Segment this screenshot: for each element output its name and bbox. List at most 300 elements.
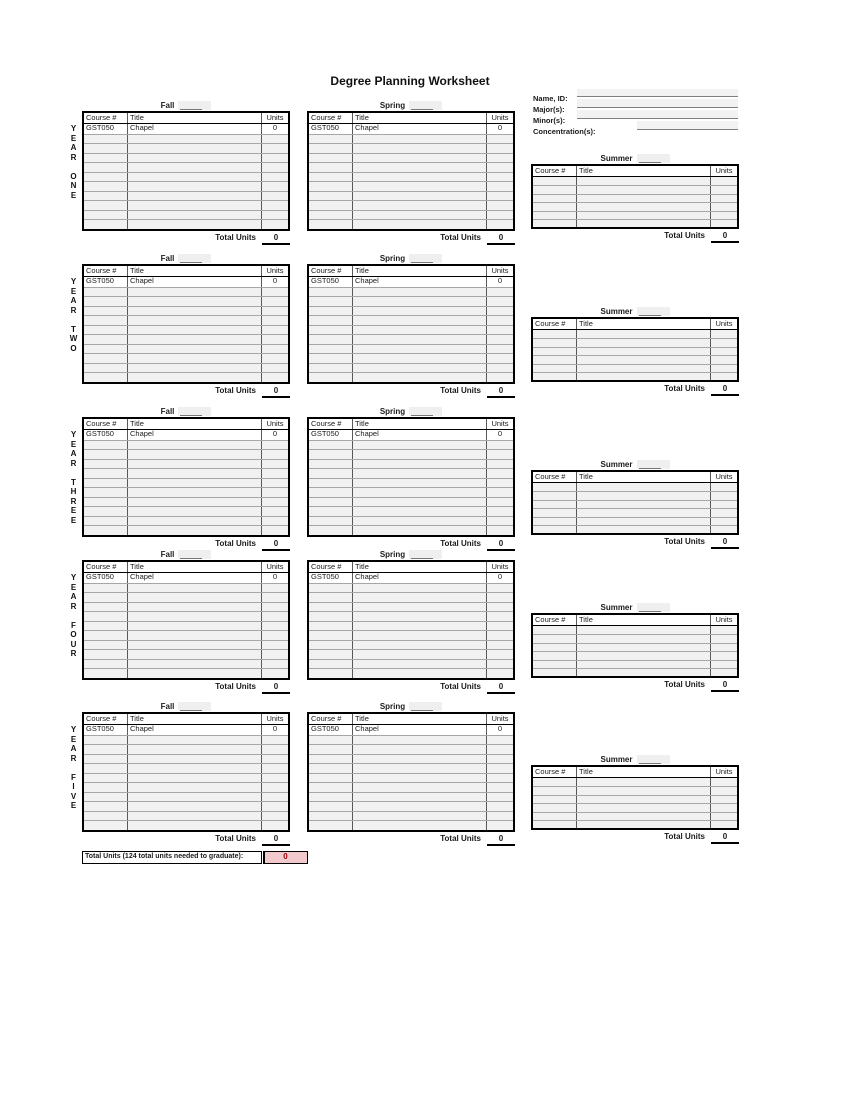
course-number-cell[interactable]: GST050 — [311, 725, 339, 733]
course-units-cell[interactable] — [262, 660, 288, 669]
course-title-cell[interactable] — [576, 669, 711, 676]
course-number-cell[interactable] — [84, 793, 127, 802]
course-title-cell[interactable] — [127, 135, 262, 144]
course-units-cell[interactable] — [487, 326, 513, 335]
course-units-cell[interactable] — [711, 796, 737, 803]
season-term-blank[interactable] — [178, 101, 211, 111]
course-title-cell[interactable] — [352, 163, 487, 172]
course-number-cell[interactable] — [533, 661, 576, 668]
course-number-cell[interactable] — [309, 641, 352, 650]
course-title-cell[interactable] — [576, 348, 711, 355]
course-units-cell[interactable] — [487, 201, 513, 210]
course-title-cell[interactable] — [576, 526, 711, 533]
course-title-cell[interactable] — [127, 316, 262, 325]
course-number-cell[interactable] — [84, 517, 127, 526]
course-title-cell[interactable] — [352, 316, 487, 325]
course-units-cell[interactable] — [262, 135, 288, 144]
course-title-cell[interactable] — [352, 364, 487, 373]
course-number-cell[interactable] — [309, 163, 352, 172]
course-units-cell[interactable] — [262, 793, 288, 802]
course-number-cell[interactable] — [533, 778, 576, 786]
course-title-cell[interactable] — [352, 211, 487, 220]
course-number-cell[interactable] — [309, 745, 352, 754]
course-number-cell[interactable] — [309, 173, 352, 182]
course-title-cell[interactable] — [352, 774, 487, 783]
course-units-cell[interactable]: 0 — [272, 124, 278, 132]
course-title-cell[interactable] — [576, 339, 711, 346]
course-units-cell[interactable] — [711, 669, 737, 676]
course-title-cell[interactable] — [352, 612, 487, 621]
course-number-cell[interactable] — [84, 631, 127, 640]
course-title-cell[interactable] — [576, 796, 711, 803]
course-units-cell[interactable] — [487, 307, 513, 316]
course-units-cell[interactable] — [487, 641, 513, 650]
season-term-blank[interactable] — [637, 603, 670, 613]
course-number-cell[interactable]: GST050 — [86, 124, 114, 132]
course-number-cell[interactable] — [84, 316, 127, 325]
course-number-cell[interactable] — [309, 345, 352, 354]
course-number-cell[interactable] — [309, 326, 352, 335]
season-term-blank[interactable] — [409, 407, 442, 417]
name-id-field[interactable] — [577, 89, 738, 98]
course-number-cell[interactable] — [84, 507, 127, 516]
course-number-cell[interactable] — [309, 354, 352, 363]
course-units-cell[interactable] — [487, 593, 513, 602]
course-units-cell[interactable]: 0 — [272, 573, 278, 581]
course-number-cell[interactable] — [84, 211, 127, 220]
course-units-cell[interactable]: 0 — [272, 430, 278, 438]
course-number-cell[interactable] — [309, 144, 352, 153]
course-title-cell[interactable] — [127, 736, 262, 745]
course-number-cell[interactable] — [309, 593, 352, 602]
course-units-cell[interactable] — [262, 584, 288, 593]
course-units-cell[interactable] — [262, 450, 288, 459]
season-term-blank[interactable] — [637, 154, 670, 164]
course-title-cell[interactable] — [127, 373, 262, 382]
course-units-cell[interactable] — [711, 509, 737, 516]
course-number-cell[interactable] — [309, 460, 352, 469]
course-title-cell[interactable] — [352, 354, 487, 363]
course-units-cell[interactable] — [487, 211, 513, 220]
course-title-cell[interactable] — [352, 192, 487, 201]
course-number-cell[interactable] — [533, 787, 576, 794]
course-title-cell[interactable] — [352, 517, 487, 526]
course-units-cell[interactable] — [487, 354, 513, 363]
course-title-cell[interactable] — [576, 330, 711, 338]
course-units-cell[interactable] — [262, 631, 288, 640]
course-units-cell[interactable] — [487, 584, 513, 593]
course-units-cell[interactable] — [487, 755, 513, 764]
course-title-cell[interactable] — [352, 335, 487, 344]
course-number-cell[interactable] — [533, 813, 576, 820]
course-number-cell[interactable] — [309, 821, 352, 830]
course-title-cell[interactable] — [352, 593, 487, 602]
course-title-cell[interactable] — [352, 201, 487, 210]
course-title-cell[interactable] — [576, 186, 711, 193]
course-units-cell[interactable] — [262, 593, 288, 602]
course-units-cell[interactable] — [262, 488, 288, 497]
course-units-cell[interactable] — [262, 783, 288, 792]
course-title-cell[interactable] — [352, 479, 487, 488]
course-number-cell[interactable] — [533, 339, 576, 346]
course-units-cell[interactable] — [487, 736, 513, 745]
course-title-cell[interactable] — [576, 373, 711, 380]
course-units-cell[interactable] — [711, 203, 737, 210]
course-title-cell[interactable] — [352, 326, 487, 335]
course-title-cell[interactable] — [127, 345, 262, 354]
course-number-cell[interactable] — [84, 755, 127, 764]
course-title-cell[interactable]: Chapel — [127, 725, 262, 735]
course-number-cell[interactable] — [533, 177, 576, 185]
course-units-cell[interactable] — [262, 307, 288, 316]
course-number-cell[interactable] — [533, 212, 576, 219]
course-title-cell[interactable] — [352, 154, 487, 163]
course-title-cell[interactable] — [352, 526, 487, 535]
course-number-cell[interactable] — [533, 365, 576, 372]
course-units-cell[interactable] — [487, 774, 513, 783]
course-number-cell[interactable] — [84, 135, 127, 144]
course-title-cell[interactable] — [127, 460, 262, 469]
course-units-cell[interactable] — [262, 821, 288, 830]
course-number-cell[interactable]: GST050 — [86, 430, 114, 438]
course-units-cell[interactable] — [711, 501, 737, 508]
course-title-cell[interactable] — [127, 802, 262, 811]
course-title-cell[interactable] — [352, 736, 487, 745]
course-title-cell[interactable] — [576, 220, 711, 227]
course-title-cell[interactable] — [127, 488, 262, 497]
course-title-cell[interactable] — [127, 783, 262, 792]
course-units-cell[interactable] — [262, 154, 288, 163]
season-term-blank[interactable] — [409, 101, 442, 111]
course-title-cell[interactable]: Chapel — [352, 277, 487, 287]
course-title-cell[interactable] — [352, 135, 487, 144]
course-number-cell[interactable] — [309, 755, 352, 764]
course-number-cell[interactable]: GST050 — [86, 277, 114, 285]
course-title-cell[interactable] — [127, 821, 262, 830]
course-units-cell[interactable]: 0 — [497, 430, 503, 438]
course-title-cell[interactable] — [127, 612, 262, 621]
course-units-cell[interactable] — [262, 736, 288, 745]
course-number-cell[interactable] — [309, 182, 352, 191]
course-units-cell[interactable] — [262, 192, 288, 201]
course-title-cell[interactable] — [127, 622, 262, 631]
season-term-blank[interactable] — [409, 550, 442, 560]
course-number-cell[interactable] — [309, 669, 352, 678]
course-units-cell[interactable] — [487, 163, 513, 172]
course-units-cell[interactable] — [487, 669, 513, 678]
course-units-cell[interactable]: 0 — [497, 124, 503, 132]
course-units-cell[interactable] — [262, 650, 288, 659]
course-title-cell[interactable] — [127, 211, 262, 220]
course-units-cell[interactable] — [262, 316, 288, 325]
course-number-cell[interactable] — [309, 364, 352, 373]
course-units-cell[interactable] — [711, 365, 737, 372]
course-units-cell[interactable] — [262, 373, 288, 382]
course-number-cell[interactable] — [84, 335, 127, 344]
course-number-cell[interactable] — [84, 812, 127, 821]
course-units-cell[interactable] — [262, 755, 288, 764]
course-number-cell[interactable] — [309, 584, 352, 593]
course-number-cell[interactable]: GST050 — [86, 573, 114, 581]
course-title-cell[interactable] — [127, 326, 262, 335]
course-title-cell[interactable] — [127, 755, 262, 764]
course-title-cell[interactable] — [127, 297, 262, 306]
course-number-cell[interactable] — [84, 373, 127, 382]
course-title-cell[interactable] — [127, 498, 262, 507]
course-units-cell[interactable] — [487, 745, 513, 754]
course-title-cell[interactable] — [576, 626, 711, 634]
course-number-cell[interactable] — [309, 631, 352, 640]
course-units-cell[interactable] — [262, 144, 288, 153]
course-title-cell[interactable] — [352, 745, 487, 754]
course-title-cell[interactable] — [127, 173, 262, 182]
course-units-cell[interactable] — [711, 492, 737, 499]
course-units-cell[interactable] — [487, 650, 513, 659]
course-title-cell[interactable] — [576, 501, 711, 508]
course-number-cell[interactable] — [84, 354, 127, 363]
course-title-cell[interactable] — [352, 669, 487, 678]
course-units-cell[interactable] — [487, 441, 513, 450]
course-title-cell[interactable]: Chapel — [127, 124, 262, 134]
course-title-cell[interactable] — [127, 288, 262, 297]
course-units-cell[interactable]: 0 — [272, 277, 278, 285]
course-number-cell[interactable] — [309, 469, 352, 478]
course-number-cell[interactable] — [84, 660, 127, 669]
course-units-cell[interactable] — [262, 612, 288, 621]
course-units-cell[interactable] — [262, 163, 288, 172]
course-title-cell[interactable] — [127, 220, 262, 229]
course-units-cell[interactable]: 0 — [497, 725, 503, 733]
season-term-blank[interactable] — [409, 254, 442, 264]
course-units-cell[interactable] — [487, 507, 513, 516]
course-units-cell[interactable] — [711, 186, 737, 193]
course-number-cell[interactable] — [309, 517, 352, 526]
course-number-cell[interactable] — [84, 593, 127, 602]
course-number-cell[interactable] — [309, 736, 352, 745]
course-title-cell[interactable] — [352, 755, 487, 764]
course-number-cell[interactable] — [84, 526, 127, 535]
course-units-cell[interactable] — [487, 173, 513, 182]
course-units-cell[interactable] — [262, 297, 288, 306]
course-number-cell[interactable] — [533, 644, 576, 651]
course-number-cell[interactable] — [84, 364, 127, 373]
course-units-cell[interactable] — [487, 373, 513, 382]
course-number-cell[interactable] — [309, 774, 352, 783]
course-number-cell[interactable] — [533, 330, 576, 338]
course-title-cell[interactable] — [352, 307, 487, 316]
course-title-cell[interactable] — [352, 297, 487, 306]
course-number-cell[interactable] — [309, 373, 352, 382]
course-number-cell[interactable] — [533, 626, 576, 634]
course-units-cell[interactable] — [711, 373, 737, 380]
course-number-cell[interactable] — [84, 441, 127, 450]
course-number-cell[interactable] — [533, 203, 576, 210]
course-units-cell[interactable] — [487, 220, 513, 229]
course-units-cell[interactable] — [487, 154, 513, 163]
course-title-cell[interactable] — [352, 821, 487, 830]
course-units-cell[interactable] — [487, 450, 513, 459]
course-title-cell[interactable]: Chapel — [352, 124, 487, 134]
course-title-cell[interactable] — [576, 492, 711, 499]
course-title-cell[interactable] — [352, 288, 487, 297]
course-units-cell[interactable] — [262, 469, 288, 478]
course-title-cell[interactable] — [352, 783, 487, 792]
course-title-cell[interactable] — [576, 787, 711, 794]
course-title-cell[interactable] — [576, 212, 711, 219]
course-number-cell[interactable] — [84, 498, 127, 507]
course-units-cell[interactable] — [711, 195, 737, 202]
course-number-cell[interactable] — [84, 220, 127, 229]
course-units-cell[interactable] — [487, 793, 513, 802]
course-units-cell[interactable] — [711, 212, 737, 219]
course-number-cell[interactable] — [309, 307, 352, 316]
course-number-cell[interactable] — [84, 774, 127, 783]
course-number-cell[interactable] — [84, 821, 127, 830]
course-units-cell[interactable] — [262, 173, 288, 182]
course-units-cell[interactable] — [487, 821, 513, 830]
course-units-cell[interactable] — [262, 603, 288, 612]
course-number-cell[interactable] — [533, 492, 576, 499]
course-units-cell[interactable] — [262, 622, 288, 631]
course-units-cell[interactable] — [711, 220, 737, 227]
course-number-cell[interactable] — [84, 326, 127, 335]
course-title-cell[interactable] — [127, 660, 262, 669]
season-term-blank[interactable] — [178, 407, 211, 417]
course-number-cell[interactable] — [309, 650, 352, 659]
course-title-cell[interactable] — [352, 812, 487, 821]
course-title-cell[interactable] — [352, 220, 487, 229]
course-title-cell[interactable] — [352, 764, 487, 773]
course-number-cell[interactable] — [309, 450, 352, 459]
course-units-cell[interactable] — [711, 518, 737, 525]
course-units-cell[interactable] — [487, 812, 513, 821]
course-units-cell[interactable] — [487, 182, 513, 191]
course-title-cell[interactable] — [352, 488, 487, 497]
course-title-cell[interactable] — [576, 635, 711, 642]
course-number-cell[interactable] — [533, 821, 576, 828]
course-title-cell[interactable] — [352, 373, 487, 382]
course-title-cell[interactable] — [352, 450, 487, 459]
course-title-cell[interactable] — [576, 483, 711, 491]
course-units-cell[interactable] — [262, 211, 288, 220]
season-term-blank[interactable] — [409, 702, 442, 712]
course-number-cell[interactable] — [309, 783, 352, 792]
course-title-cell[interactable] — [127, 507, 262, 516]
course-number-cell[interactable] — [84, 641, 127, 650]
course-number-cell[interactable] — [309, 220, 352, 229]
course-title-cell[interactable]: Chapel — [352, 725, 487, 735]
course-units-cell[interactable] — [262, 669, 288, 678]
course-title-cell[interactable] — [127, 192, 262, 201]
course-title-cell[interactable] — [352, 173, 487, 182]
course-units-cell[interactable] — [262, 220, 288, 229]
course-title-cell[interactable] — [352, 622, 487, 631]
course-units-cell[interactable] — [487, 335, 513, 344]
course-title-cell[interactable] — [127, 201, 262, 210]
course-units-cell[interactable] — [487, 631, 513, 640]
course-title-cell[interactable]: Chapel — [352, 430, 487, 440]
course-units-cell[interactable] — [262, 335, 288, 344]
course-title-cell[interactable] — [352, 650, 487, 659]
course-title-cell[interactable] — [576, 821, 711, 828]
course-number-cell[interactable] — [533, 518, 576, 525]
course-number-cell[interactable] — [309, 201, 352, 210]
course-units-cell[interactable] — [262, 288, 288, 297]
course-title-cell[interactable] — [576, 644, 711, 651]
course-units-cell[interactable] — [711, 177, 737, 185]
course-units-cell[interactable] — [711, 348, 737, 355]
course-units-cell[interactable] — [262, 364, 288, 373]
course-number-cell[interactable] — [84, 345, 127, 354]
course-title-cell[interactable] — [352, 631, 487, 640]
course-number-cell[interactable] — [84, 469, 127, 478]
course-title-cell[interactable] — [127, 163, 262, 172]
course-number-cell[interactable] — [84, 802, 127, 811]
course-title-cell[interactable]: Chapel — [127, 277, 262, 287]
course-title-cell[interactable] — [352, 182, 487, 191]
course-number-cell[interactable] — [533, 635, 576, 642]
course-number-cell[interactable] — [84, 154, 127, 163]
course-units-cell[interactable] — [487, 135, 513, 144]
course-title-cell[interactable] — [127, 669, 262, 678]
season-term-blank[interactable] — [178, 702, 211, 712]
course-number-cell[interactable] — [309, 526, 352, 535]
course-units-cell[interactable] — [711, 813, 737, 820]
course-units-cell[interactable] — [487, 297, 513, 306]
course-number-cell[interactable] — [84, 612, 127, 621]
course-units-cell[interactable] — [262, 182, 288, 191]
course-units-cell[interactable]: 0 — [497, 277, 503, 285]
course-number-cell[interactable] — [84, 192, 127, 201]
course-units-cell[interactable]: 0 — [497, 573, 503, 581]
course-title-cell[interactable] — [127, 335, 262, 344]
course-units-cell[interactable] — [711, 821, 737, 828]
course-units-cell[interactable] — [487, 345, 513, 354]
course-units-cell[interactable] — [262, 345, 288, 354]
course-title-cell[interactable] — [352, 345, 487, 354]
course-number-cell[interactable] — [309, 498, 352, 507]
course-title-cell[interactable] — [576, 813, 711, 820]
course-number-cell[interactable] — [84, 460, 127, 469]
course-units-cell[interactable] — [487, 517, 513, 526]
course-number-cell[interactable] — [309, 316, 352, 325]
course-number-cell[interactable] — [84, 764, 127, 773]
course-title-cell[interactable] — [127, 450, 262, 459]
course-units-cell[interactable] — [711, 483, 737, 491]
course-number-cell[interactable] — [533, 509, 576, 516]
course-title-cell[interactable]: Chapel — [127, 430, 262, 440]
course-units-cell[interactable] — [487, 479, 513, 488]
course-units-cell[interactable] — [711, 652, 737, 659]
course-units-cell[interactable] — [262, 507, 288, 516]
course-units-cell[interactable] — [262, 498, 288, 507]
course-title-cell[interactable] — [127, 517, 262, 526]
course-number-cell[interactable] — [309, 764, 352, 773]
course-number-cell[interactable] — [533, 804, 576, 811]
course-number-cell[interactable]: GST050 — [86, 725, 114, 733]
course-units-cell[interactable] — [487, 288, 513, 297]
course-number-cell[interactable] — [533, 373, 576, 380]
course-units-cell[interactable] — [711, 661, 737, 668]
course-units-cell[interactable] — [487, 764, 513, 773]
course-number-cell[interactable] — [84, 479, 127, 488]
course-number-cell[interactable] — [533, 526, 576, 533]
course-title-cell[interactable] — [352, 603, 487, 612]
course-title-cell[interactable] — [576, 365, 711, 372]
course-units-cell[interactable] — [487, 469, 513, 478]
course-number-cell[interactable] — [84, 622, 127, 631]
course-title-cell[interactable] — [576, 203, 711, 210]
